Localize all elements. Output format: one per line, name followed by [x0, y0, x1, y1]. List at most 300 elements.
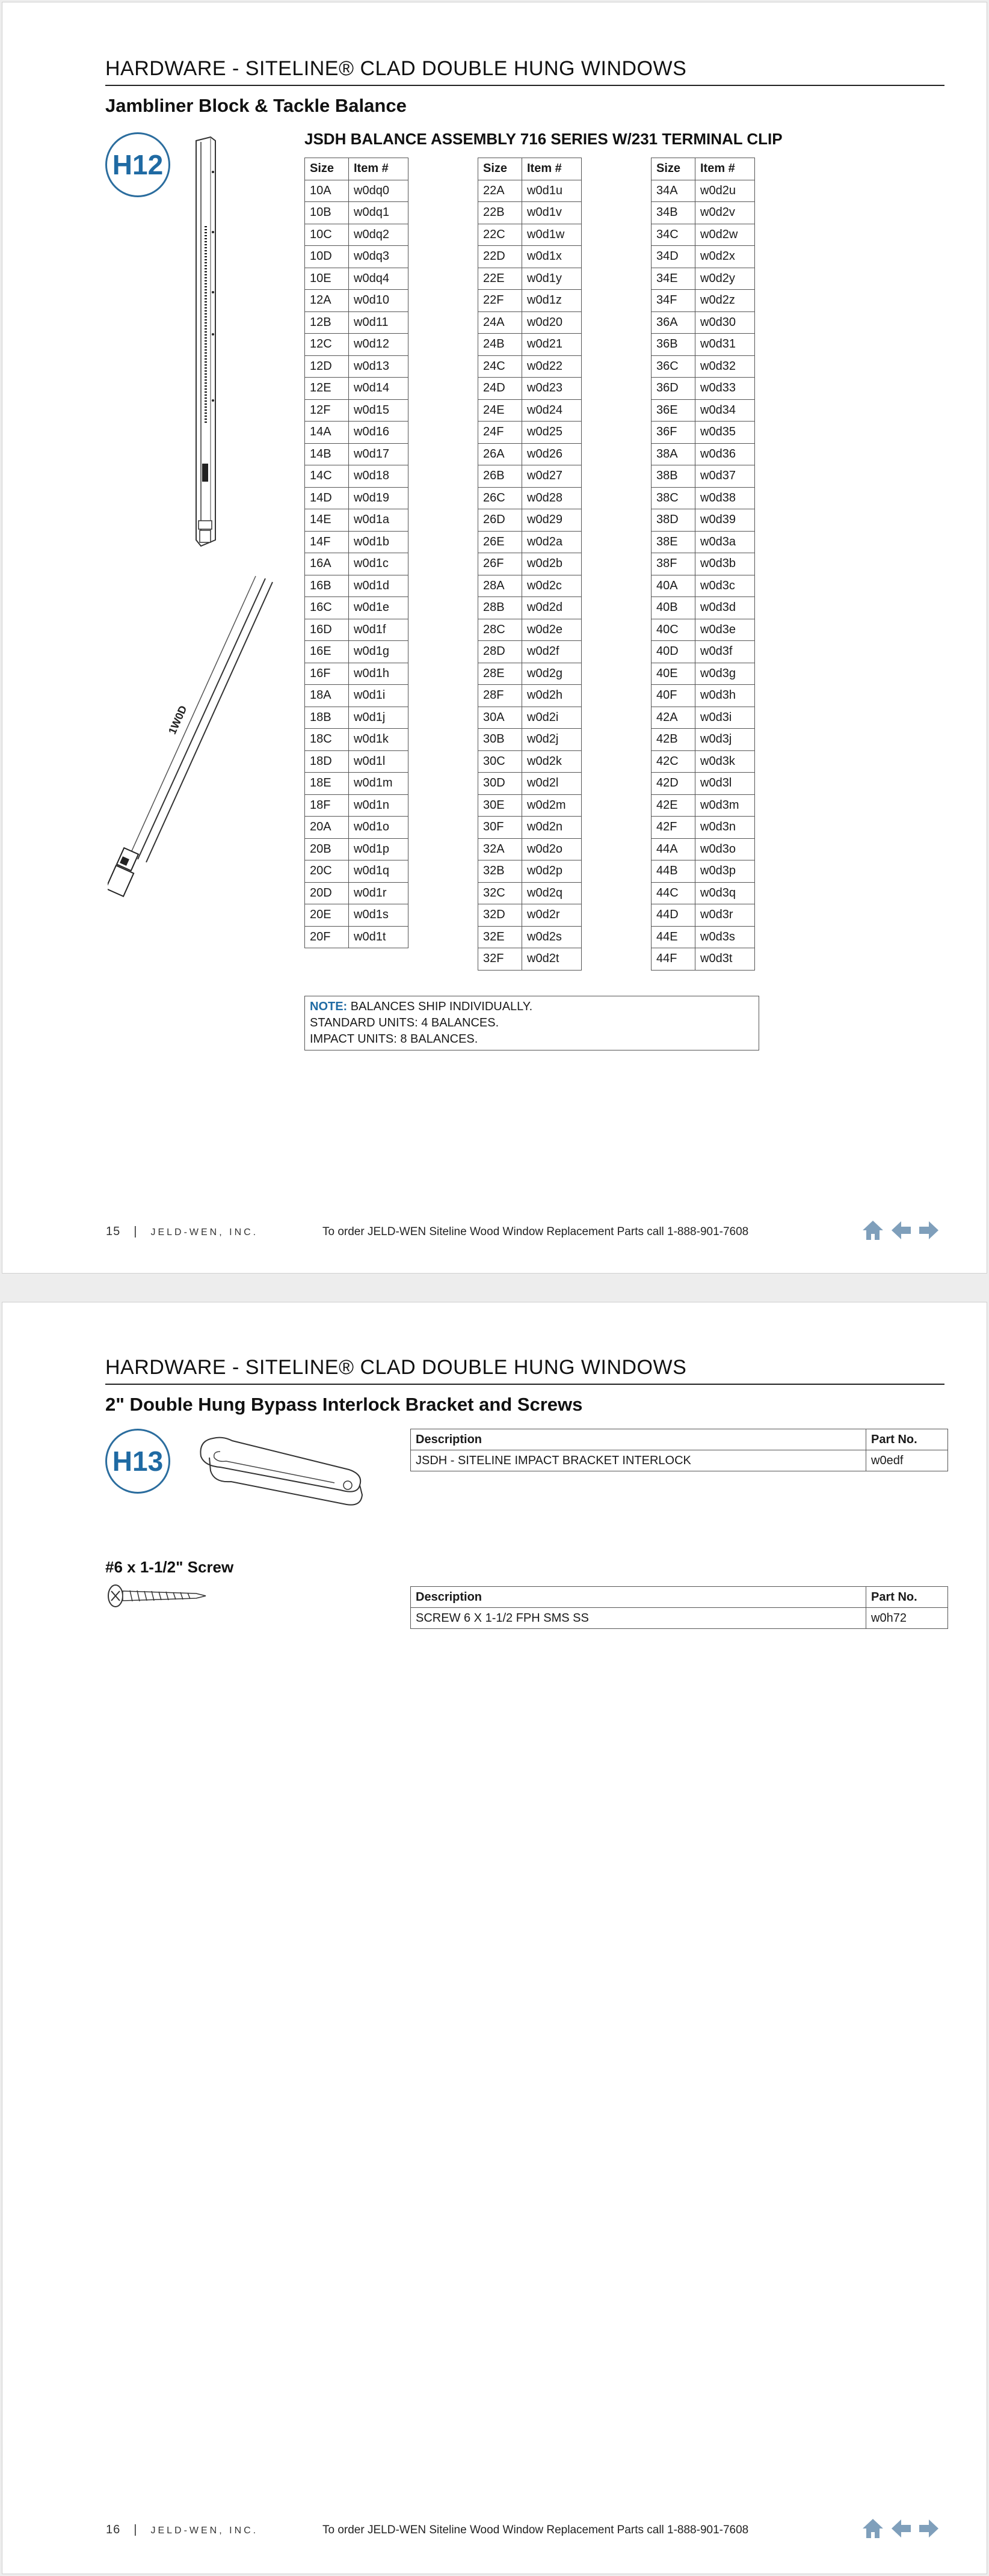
size-cell: 22D — [478, 246, 522, 268]
footer-separator: | — [134, 1225, 138, 1238]
part-badge: H12 — [105, 132, 170, 197]
item-number-cell: w0d3n — [695, 817, 755, 839]
table-row — [478, 773, 582, 795]
size-cell: 42A — [652, 707, 695, 729]
item-number-cell: w0d3j — [695, 729, 755, 751]
size-cell: 20B — [305, 838, 349, 860]
item-number-cell: w0d3p — [695, 860, 755, 883]
note-line: BALANCES SHIP INDIVIDUALLY. — [350, 1000, 533, 1013]
home-icon[interactable] — [861, 1219, 884, 1244]
size-table-1 — [304, 158, 408, 948]
size-header: Size — [478, 158, 522, 180]
section-title: HARDWARE - SITELINE® CLAD DOUBLE HUNG WINDOWS — [105, 58, 944, 86]
item-number-cell: w0d2d — [522, 597, 582, 619]
size-cell: 12B — [305, 311, 349, 334]
table-row — [652, 663, 755, 685]
item-number-cell: w0d2j — [522, 729, 582, 751]
size-cell: 32B — [478, 860, 522, 883]
size-cell: 40E — [652, 663, 695, 685]
item-number-cell: w0d29 — [522, 509, 582, 532]
size-cell: 10C — [305, 224, 349, 246]
assembly-title: JSDH BALANCE ASSEMBLY 716 SERIES W/231 TERMINAL CLIP — [304, 130, 783, 148]
table-row — [305, 246, 408, 268]
table-row — [305, 838, 408, 860]
size-table-2 — [478, 158, 582, 971]
size-cell: 36F — [652, 422, 695, 444]
item-number-cell: w0d1q — [349, 860, 408, 883]
item-number-cell: w0d3b — [695, 553, 755, 575]
item-number-cell: w0d3f — [695, 641, 755, 663]
table-row — [411, 1450, 948, 1471]
arrow-right-icon[interactable] — [918, 1219, 940, 1244]
item-number-cell: w0d2i — [522, 707, 582, 729]
item-number-cell: w0d19 — [349, 487, 408, 509]
table-row — [652, 355, 755, 378]
size-cell: 40F — [652, 685, 695, 707]
size-cell: 28C — [478, 619, 522, 641]
size-cell: 34C — [652, 224, 695, 246]
size-cell: 32D — [478, 904, 522, 927]
size-cell: 22E — [478, 268, 522, 290]
table-row — [478, 180, 582, 202]
home-icon[interactable] — [861, 2518, 884, 2542]
table-row — [478, 311, 582, 334]
table-row — [478, 619, 582, 641]
size-cell: 18B — [305, 707, 349, 729]
item-number-cell: w0d23 — [522, 378, 582, 400]
size-cell: 40C — [652, 619, 695, 641]
item-number-cell: w0d2a — [522, 531, 582, 553]
item-number-cell: w0d15 — [349, 399, 408, 422]
size-cell: 34D — [652, 246, 695, 268]
size-cell: 24C — [478, 355, 522, 378]
footer-order-text: To order JELD-WEN Siteline Wood Window Replacement Parts call 1-888-901-7608 — [322, 2524, 749, 2536]
table-row — [478, 290, 582, 312]
table-row — [652, 531, 755, 553]
item-header: Item # — [522, 158, 582, 180]
size-cell: 20D — [305, 882, 349, 904]
table-row — [652, 750, 755, 773]
arrow-left-icon[interactable] — [890, 1219, 912, 1244]
size-table-3 — [651, 158, 755, 971]
table-row — [411, 1608, 948, 1629]
size-cell: 30C — [478, 750, 522, 773]
item-number-cell: w0d2e — [522, 619, 582, 641]
footer-order-text: To order JELD-WEN Siteline Wood Window Replacement Parts call 1-888-901-7608 — [322, 1225, 749, 1238]
size-cell: 24F — [478, 422, 522, 444]
item-number-cell: w0d12 — [349, 334, 408, 356]
size-cell: 26E — [478, 531, 522, 553]
balance-label: 1W0D — [166, 704, 189, 737]
item-number-cell: w0d3m — [695, 794, 755, 817]
item-number-cell: w0d1p — [349, 838, 408, 860]
size-cell: 14F — [305, 531, 349, 553]
item-number-cell: w0dq4 — [349, 268, 408, 290]
item-number-cell: w0d1e — [349, 597, 408, 619]
screw-label: #6 x 1-1/2" Screw — [105, 1558, 234, 1576]
item-number-cell: w0d2q — [522, 882, 582, 904]
table-row — [305, 531, 408, 553]
item-header: Item # — [695, 158, 755, 180]
size-cell: 22A — [478, 180, 522, 202]
item-number-cell: w0d26 — [522, 443, 582, 465]
item-number-cell: w0d1l — [349, 750, 408, 773]
size-cell: 26F — [478, 553, 522, 575]
item-number-cell: w0d2k — [522, 750, 582, 773]
table-row — [652, 509, 755, 532]
item-number-cell: w0d3c — [695, 575, 755, 597]
size-cell: 36E — [652, 399, 695, 422]
item-number-cell: w0d1n — [349, 794, 408, 817]
item-number-cell: w0d24 — [522, 399, 582, 422]
size-cell: 26A — [478, 443, 522, 465]
table-row — [478, 224, 582, 246]
item-number-cell: w0d18 — [349, 465, 408, 488]
table-row — [305, 422, 408, 444]
table-row — [478, 707, 582, 729]
screw-illustration — [106, 1583, 208, 1609]
item-number-cell: w0d2r — [522, 904, 582, 927]
footer-separator: | — [134, 2523, 138, 2536]
page-number: 16 — [106, 2523, 121, 2536]
size-cell: 32F — [478, 948, 522, 971]
size-cell: 12E — [305, 378, 349, 400]
size-cell: 32A — [478, 838, 522, 860]
table-row — [652, 334, 755, 356]
size-cell: 28E — [478, 663, 522, 685]
size-cell: 22C — [478, 224, 522, 246]
table-row — [478, 817, 582, 839]
jambliner-balance-illustration — [183, 136, 279, 551]
table-row — [305, 860, 408, 883]
item-number-cell: w0d1g — [349, 641, 408, 663]
table-row — [652, 422, 755, 444]
item-number-cell: w0d1u — [522, 180, 582, 202]
table-row — [305, 443, 408, 465]
size-header: Size — [652, 158, 695, 180]
item-number-cell: w0d16 — [349, 422, 408, 444]
table-row — [305, 399, 408, 422]
note-label: NOTE: — [310, 1000, 348, 1013]
table-row — [652, 268, 755, 290]
company-name: JELD-WEN, INC. — [150, 2525, 259, 2536]
item-number-cell: w0dq1 — [349, 202, 408, 224]
size-cell: 12F — [305, 399, 349, 422]
description-header: Description — [411, 1429, 866, 1450]
size-cell: 34A — [652, 180, 695, 202]
item-number-cell: w0d20 — [522, 311, 582, 334]
table-row — [652, 553, 755, 575]
item-number-cell: w0d1y — [522, 268, 582, 290]
page-navigation — [861, 2518, 940, 2542]
item-number-cell: w0d2z — [695, 290, 755, 312]
item-number-cell: w0d2p — [522, 860, 582, 883]
table-row — [652, 773, 755, 795]
note-line: STANDARD UNITS: 4 BALANCES. — [310, 1016, 499, 1029]
table-row — [478, 685, 582, 707]
table-row — [305, 202, 408, 224]
item-number-cell: w0dq2 — [349, 224, 408, 246]
table-row — [478, 794, 582, 817]
size-cell: 14C — [305, 465, 349, 488]
size-cell: 14D — [305, 487, 349, 509]
table-row — [478, 860, 582, 883]
size-cell: 26C — [478, 487, 522, 509]
item-number-cell: w0d2n — [522, 817, 582, 839]
item-number-cell: w0d2f — [522, 641, 582, 663]
table-row — [478, 575, 582, 597]
item-number-cell: w0d2x — [695, 246, 755, 268]
table-row — [478, 882, 582, 904]
balance-detail-illustration — [108, 574, 276, 916]
size-cell: 12D — [305, 355, 349, 378]
part-no-header: Part No. — [866, 1587, 948, 1608]
table-row — [652, 619, 755, 641]
size-cell: 28A — [478, 575, 522, 597]
item-number-cell: w0d11 — [349, 311, 408, 334]
table-row — [305, 509, 408, 532]
item-number-cell: w0d2v — [695, 202, 755, 224]
table-row — [305, 817, 408, 839]
table-row — [478, 268, 582, 290]
item-number-cell: w0d3t — [695, 948, 755, 971]
size-cell: 10D — [305, 246, 349, 268]
table-row — [652, 465, 755, 488]
bracket-parts-table — [410, 1429, 948, 1471]
table-row — [652, 378, 755, 400]
table-row — [478, 926, 582, 948]
table-row — [478, 663, 582, 685]
item-number-cell: w0d1k — [349, 729, 408, 751]
table-row — [305, 926, 408, 948]
size-cell: 30E — [478, 794, 522, 817]
item-number-cell: w0d37 — [695, 465, 755, 488]
sub-title: 2" Double Hung Bypass Interlock Bracket and Screws — [105, 1394, 583, 1415]
table-row — [478, 597, 582, 619]
size-cell: 16B — [305, 575, 349, 597]
table-row — [652, 202, 755, 224]
item-number-cell: w0d25 — [522, 422, 582, 444]
table-row — [652, 641, 755, 663]
table-row — [305, 685, 408, 707]
table-row — [305, 180, 408, 202]
size-cell: 36C — [652, 355, 695, 378]
size-cell: 30D — [478, 773, 522, 795]
size-cell: 30B — [478, 729, 522, 751]
catalog-page-15 — [2, 2, 987, 1274]
item-number-cell: w0d3i — [695, 707, 755, 729]
arrow-right-icon[interactable] — [918, 2518, 940, 2542]
table-row — [478, 443, 582, 465]
table-row — [652, 794, 755, 817]
table-row — [652, 443, 755, 465]
table-row — [478, 399, 582, 422]
table-row — [652, 838, 755, 860]
table-row — [305, 729, 408, 751]
arrow-left-icon[interactable] — [890, 2518, 912, 2542]
size-cell: 14E — [305, 509, 349, 532]
item-header: Item # — [349, 158, 408, 180]
item-number-cell: w0d3a — [695, 531, 755, 553]
table-row — [305, 663, 408, 685]
size-cell: 24E — [478, 399, 522, 422]
size-cell: 32C — [478, 882, 522, 904]
size-cell: 28D — [478, 641, 522, 663]
item-number-cell: w0d38 — [695, 487, 755, 509]
item-number-cell: w0d2h — [522, 685, 582, 707]
size-cell: 42C — [652, 750, 695, 773]
size-cell: 40B — [652, 597, 695, 619]
item-number-cell: w0d1w — [522, 224, 582, 246]
table-row — [478, 531, 582, 553]
size-cell: 44F — [652, 948, 695, 971]
table-row — [478, 202, 582, 224]
table-row — [652, 707, 755, 729]
size-cell: 24D — [478, 378, 522, 400]
item-number-cell: w0d1m — [349, 773, 408, 795]
item-number-cell: w0d21 — [522, 334, 582, 356]
item-number-cell: w0d3o — [695, 838, 755, 860]
item-number-cell: w0d1a — [349, 509, 408, 532]
item-number-cell: w0d1x — [522, 246, 582, 268]
table-row — [478, 948, 582, 971]
size-cell: 40D — [652, 641, 695, 663]
item-number-cell: w0d33 — [695, 378, 755, 400]
item-number-cell: w0d1i — [349, 685, 408, 707]
item-number-cell: w0d13 — [349, 355, 408, 378]
size-cell: 34F — [652, 290, 695, 312]
part-number: w0h72 — [866, 1608, 948, 1629]
item-number-cell: w0d2l — [522, 773, 582, 795]
table-row — [305, 378, 408, 400]
table-row — [478, 750, 582, 773]
size-cell: 26D — [478, 509, 522, 532]
size-header: Size — [305, 158, 349, 180]
table-row — [305, 794, 408, 817]
item-number-cell: w0d27 — [522, 465, 582, 488]
size-cell: 44C — [652, 882, 695, 904]
table-row — [652, 817, 755, 839]
size-cell: 44A — [652, 838, 695, 860]
table-row — [478, 355, 582, 378]
size-cell: 24A — [478, 311, 522, 334]
size-cell: 44D — [652, 904, 695, 927]
item-number-cell: w0d39 — [695, 509, 755, 532]
catalog-page-16 — [2, 1302, 987, 2574]
table-row — [305, 882, 408, 904]
size-cell: 28B — [478, 597, 522, 619]
table-row — [305, 773, 408, 795]
item-number-cell: w0d2u — [695, 180, 755, 202]
table-row — [305, 553, 408, 575]
table-row — [652, 685, 755, 707]
item-number-cell: w0d3h — [695, 685, 755, 707]
table-row — [652, 729, 755, 751]
item-number-cell: w0d1r — [349, 882, 408, 904]
item-number-cell: w0d3q — [695, 882, 755, 904]
item-number-cell: w0dq0 — [349, 180, 408, 202]
table-row — [305, 268, 408, 290]
table-row — [652, 882, 755, 904]
size-cell: 40A — [652, 575, 695, 597]
table-row — [478, 904, 582, 927]
size-cell: 18C — [305, 729, 349, 751]
table-row — [652, 597, 755, 619]
table-row — [305, 707, 408, 729]
size-cell: 30A — [478, 707, 522, 729]
item-number-cell: w0d1o — [349, 817, 408, 839]
table-row — [478, 729, 582, 751]
size-cell: 36D — [652, 378, 695, 400]
size-cell: 22B — [478, 202, 522, 224]
interlock-bracket-illustration — [196, 1428, 371, 1512]
page-number: 15 — [106, 1225, 121, 1238]
item-number-cell: w0d36 — [695, 443, 755, 465]
size-cell: 44B — [652, 860, 695, 883]
item-number-cell: w0d3d — [695, 597, 755, 619]
size-cell: 20F — [305, 926, 349, 948]
item-number-cell: w0d2m — [522, 794, 582, 817]
item-number-cell: w0d1f — [349, 619, 408, 641]
item-number-cell: w0d2o — [522, 838, 582, 860]
description-header: Description — [411, 1587, 866, 1608]
item-number-cell: w0d2c — [522, 575, 582, 597]
table-row — [478, 422, 582, 444]
table-row — [305, 619, 408, 641]
table-row — [652, 575, 755, 597]
item-number-cell: w0d1j — [349, 707, 408, 729]
table-row — [652, 948, 755, 971]
table-row — [305, 290, 408, 312]
table-row — [652, 180, 755, 202]
item-number-cell: w0d31 — [695, 334, 755, 356]
table-row — [478, 246, 582, 268]
size-cell: 16E — [305, 641, 349, 663]
part-number: w0edf — [866, 1450, 948, 1471]
size-cell: 18F — [305, 794, 349, 817]
item-number-cell: w0d10 — [349, 290, 408, 312]
size-cell: 42E — [652, 794, 695, 817]
item-number-cell: w0d2y — [695, 268, 755, 290]
table-row — [305, 597, 408, 619]
table-row — [305, 224, 408, 246]
item-number-cell: w0d28 — [522, 487, 582, 509]
item-number-cell: w0d34 — [695, 399, 755, 422]
size-cell: 38B — [652, 465, 695, 488]
size-cell: 12A — [305, 290, 349, 312]
table-row — [478, 509, 582, 532]
item-number-cell: w0d1h — [349, 663, 408, 685]
table-row — [652, 246, 755, 268]
size-cell: 12C — [305, 334, 349, 356]
part-badge: H13 — [105, 1429, 170, 1494]
size-cell: 20E — [305, 904, 349, 927]
table-row — [652, 926, 755, 948]
table-row — [652, 904, 755, 927]
size-cell: 36A — [652, 311, 695, 334]
size-cell: 32E — [478, 926, 522, 948]
table-row — [652, 860, 755, 883]
page-navigation — [861, 1219, 940, 1244]
size-cell: 38E — [652, 531, 695, 553]
item-number-cell: w0d1d — [349, 575, 408, 597]
item-number-cell: w0d3k — [695, 750, 755, 773]
size-cell: 30F — [478, 817, 522, 839]
item-number-cell: w0d3s — [695, 926, 755, 948]
table-row — [305, 487, 408, 509]
table-row — [478, 641, 582, 663]
size-cell: 26B — [478, 465, 522, 488]
